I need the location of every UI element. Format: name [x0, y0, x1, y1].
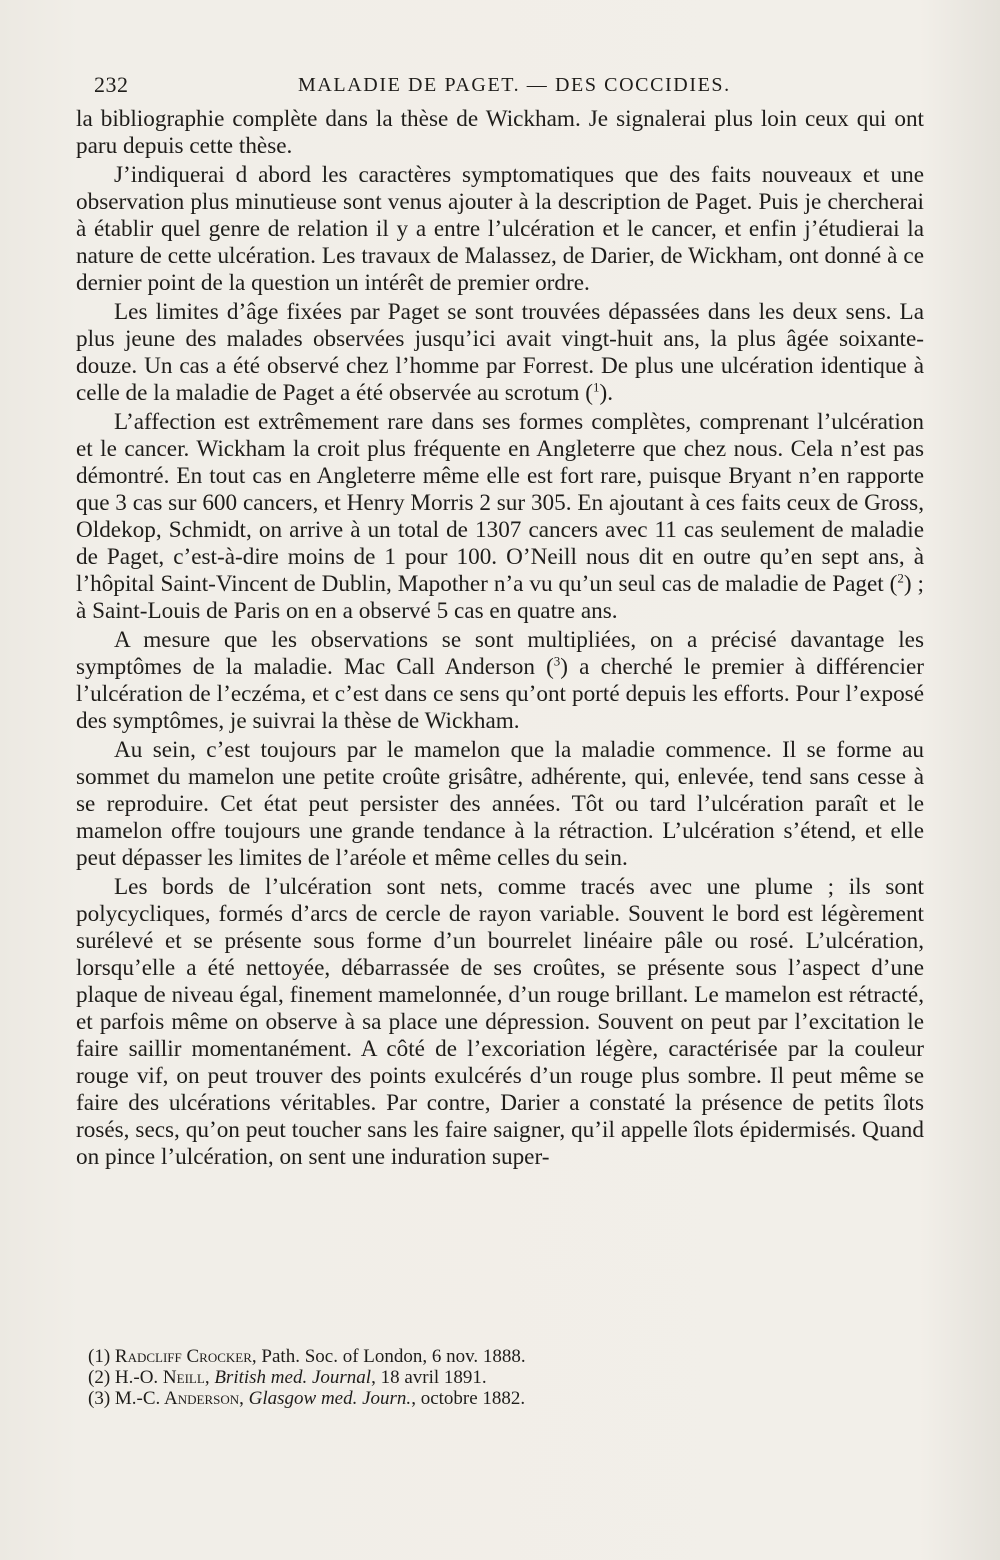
footnote-date: octobre 1882. [420, 1388, 526, 1409]
footnotes [88, 1346, 908, 1409]
footnote-author: Radcliff Crocker [114, 1346, 252, 1367]
footnote-3: (3) M.-C. Anderson, Glasgow med. Journ., octobre 1882. [88, 1388, 526, 1409]
footnote-ref-2[interactable]: 2 [897, 570, 904, 586]
paragraph-breast-onset: Au sein, c’est toujours par le mamelon que la maladie commence. Il se forme au sommet du mamelon une petite croûte grisâtre, adhérente, qui, enlevée, tend sans cesse à se reproduire. Cet état peut persister des années. Tôt ou tard l’ulcération paraît et le mamelon offre toujours une grande tendance à la rétraction. L’ulcération s’étend, et elle peut dépasser les limites de l’aréole et même celles du sein. [76, 737, 924, 871]
footnote-number: (2) [88, 1367, 111, 1388]
paragraph-rarity [76, 409, 924, 625]
paragraph-continuation: la bibliographie complète dans la thèse de Wickham. Je signalerai plus loin ceux qui ont paru depuis cette thèse. [76, 106, 924, 159]
footnote-ref-1[interactable]: 1 [592, 379, 600, 395]
text-run: Les limites d’âge fixées par Paget se sont trouvées dépassées dans les deux sens. La plus jeune des malades observées jusqu’ici avait vingt-huit ans, la plus âgée soixante-douze. Un cas a été observé chez l’homme par Forrest. De plus une ulcération identique à celle de la maladie de Paget a été observée au scrotum ( [76, 299, 924, 406]
text-run: ) a cherché le premier à différencier l’ulcération de l’eczéma, et c’est dans ce sens qu’ont porté depuis les efforts. Pour l’exposé des symptômes, je suivrai la thèse de Wickham. [76, 654, 924, 734]
paragraph-ulceration-edges: Les bords de l’ulcération sont nets, comme tracés avec une plume ; ils sont polycycliques, formés d’arcs de cercle de rayon variable. Souvent le bord est légèrement surélevé et se présente sous forme d’un bourrelet linéaire pâle ou rosé. L’ulcération, lorsqu’elle a été nettoyée, débarrassée de ses croûtes, se présente sous l’aspect d’une plaque de niveau égal, finement mamelonnée, d’un rouge brillant. Le mamelon est rétracté, et parfois même on observe à sa place une dépression. Souvent on peut par l’excitation le faire saillir momentanément. A côté de l’excoriation légère, caractérisée par la couleur rouge vif, on peut trouver des points exulcérés d’un rouge plus sombre. Il peut même se faire des ulcérations véritables. Par contre, Darier a constaté la présence de petits îlots rosés, secs, qu’on peut toucher sans les faire saigner, qu’il appelle îlots épidermisés. Quand on pince l’ulcération, on sent une induration super- [76, 874, 924, 1170]
footnote-ref-3[interactable]: 3 [553, 653, 561, 669]
page-header [88, 72, 930, 106]
paragraph-symptoms-intro: J’indiquerai d abord les caractères symptomatiques que des faits nouveaux et une observation plus minutieuse sont venus ajouter à la description de Paget. Puis je chercherai à établir quel genre de relation il y a entre l’ulcération et le cancer, et enfin j’étudierai la nature de cette ulcération. Les travaux de Malassez, de Darier, de Wickham, ont donné à ce dernier point de la question un intérêt de premier ordre. [76, 162, 924, 296]
footnote-1: (1) Radcliff Crocker, Path. Soc. of London, 6 nov. 1888. [88, 1346, 526, 1367]
paragraph-observations [76, 627, 924, 735]
body-text [76, 106, 924, 1173]
text-run: L’affection est extrêmement rare dans ses formes complètes, comprenant l’ulcération et le cancer. Wickham la croit plus fréquente en Angleterre que chez nous. Cela n’est pas démontré. En tout cas en Angleterre même elle est fort rare, puisque Bryant n’en rapporte que 3 cas sur 600 cancers, et Henry Morris 2 sur 305. En ajoutant à ces faits ceux de Gross, Oldekop, Schmidt, on arrive à un total de 1307 cancers avec 11 cas seulement de maladie de Paget, c’est-à-dire moins de 1 pour 100. O’Neill nous dit en outre qu’en sept ans, à l’hôpital Saint-Vincent de Dublin, Mapother n’a vu qu’un seul cas de maladie de Paget ( [76, 409, 924, 597]
text-run: ). [599, 380, 613, 406]
footnote-source: Path. Soc. of London [261, 1346, 423, 1367]
text-run: ) ; à Saint-Louis de Paris on en a observé 5 cas en quatre ans. [76, 571, 924, 624]
footnote-number: (1) [88, 1346, 111, 1367]
footnote-author: H.-O. Neill [114, 1367, 205, 1388]
footnote-author: M.-C. Anderson [114, 1388, 240, 1409]
footnote-number: (3) [88, 1388, 111, 1409]
running-title: MALADIE DE PAGET. — DES COCCIDIES. [298, 74, 731, 96]
page-number: 232 [94, 72, 129, 97]
footnote-source: British med. Journal [214, 1367, 372, 1388]
paragraph-age-limits [76, 299, 924, 407]
footnote-2: (2) H.-O. Neill, British med. Journal, 18 avril 1891. [88, 1367, 487, 1388]
footnote-date: 6 nov. 1888. [431, 1346, 526, 1367]
footnote-source: Glasgow med. Journ. [248, 1388, 412, 1409]
text-run: A mesure que les observations se sont multipliées, on a précisé davantage les symptômes de la maladie. Mac Call Anderson ( [76, 627, 924, 680]
footnote-date: 18 avril 1891. [380, 1367, 487, 1388]
